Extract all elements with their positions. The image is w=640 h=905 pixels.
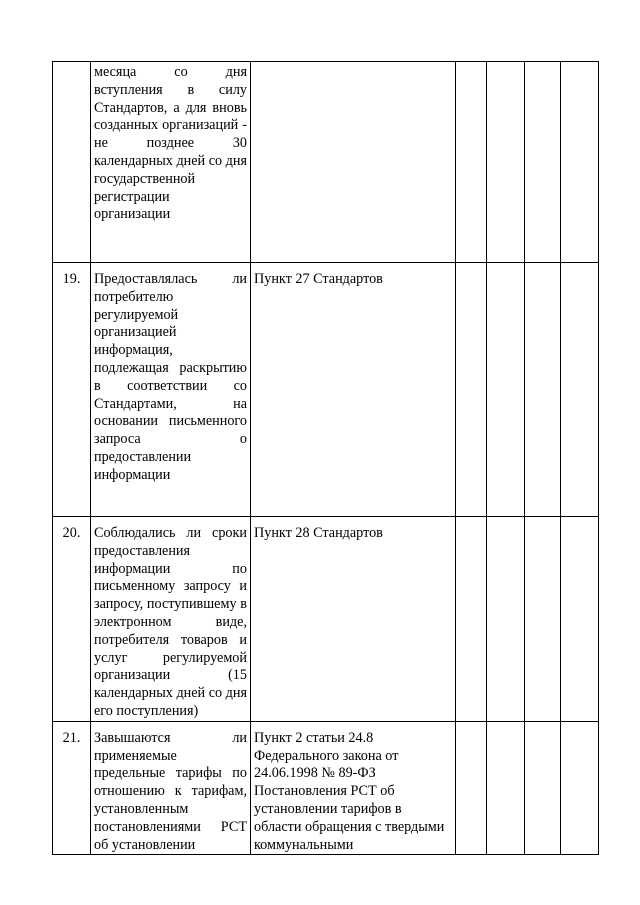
answer-cell xyxy=(525,263,561,517)
answer-cell xyxy=(487,62,525,263)
answer-cell xyxy=(487,721,525,855)
reference-cell xyxy=(251,62,456,263)
row-number: 19. xyxy=(53,263,91,517)
answer-cell xyxy=(487,517,525,722)
answer-cell xyxy=(456,517,487,722)
row-number: 20. xyxy=(53,517,91,722)
reference-cell: Пункт 2 статьи 24.8 Федерального закона от 24.06.1998 № 89-ФЗ Постановления РСТ об установлении тарифов в области обращения с твердыми коммунальными xyxy=(251,721,456,855)
answer-cell xyxy=(525,517,561,722)
answer-cell xyxy=(561,263,599,517)
table-row xyxy=(53,517,599,722)
row-number xyxy=(53,62,91,263)
answer-cell xyxy=(487,263,525,517)
question-cell: Предоставлялась ли потребителю регулируемой организацией информация, подлежащая раскрытию в соответствии со Стандартами, на основании письменного запроса о предоставлении информации xyxy=(91,263,251,517)
question-cell: Завышаются ли применяемые предельные тарифы по отношению к тарифам, установленным постановлениями РСТ об установлении xyxy=(91,721,251,855)
answer-cell xyxy=(561,517,599,722)
reference-cell: Пункт 27 Стандартов xyxy=(251,263,456,517)
question-cell: Соблюдались ли сроки предоставления информации по письменному запросу и запросу, поступившему в электронном виде, потребителя товаров и услуг регулируемой организации (15 календарных дней со дня его поступления) xyxy=(91,517,251,722)
answer-cell xyxy=(456,62,487,263)
answer-cell xyxy=(525,721,561,855)
checklist-table xyxy=(52,61,599,855)
answer-cell xyxy=(525,62,561,263)
answer-cell xyxy=(561,62,599,263)
reference-cell: Пункт 28 Стандартов xyxy=(251,517,456,722)
answer-cell xyxy=(456,721,487,855)
answer-cell xyxy=(456,263,487,517)
question-cell: месяца со дня вступления в силу Стандартов, а для вновь созданных организаций - не позднее 30 календарных дней со дня государственной регистрации организации xyxy=(91,62,251,263)
table-row xyxy=(53,263,599,517)
table-row xyxy=(53,62,599,263)
table-row xyxy=(53,721,599,855)
row-number: 21. xyxy=(53,721,91,855)
answer-cell xyxy=(561,721,599,855)
